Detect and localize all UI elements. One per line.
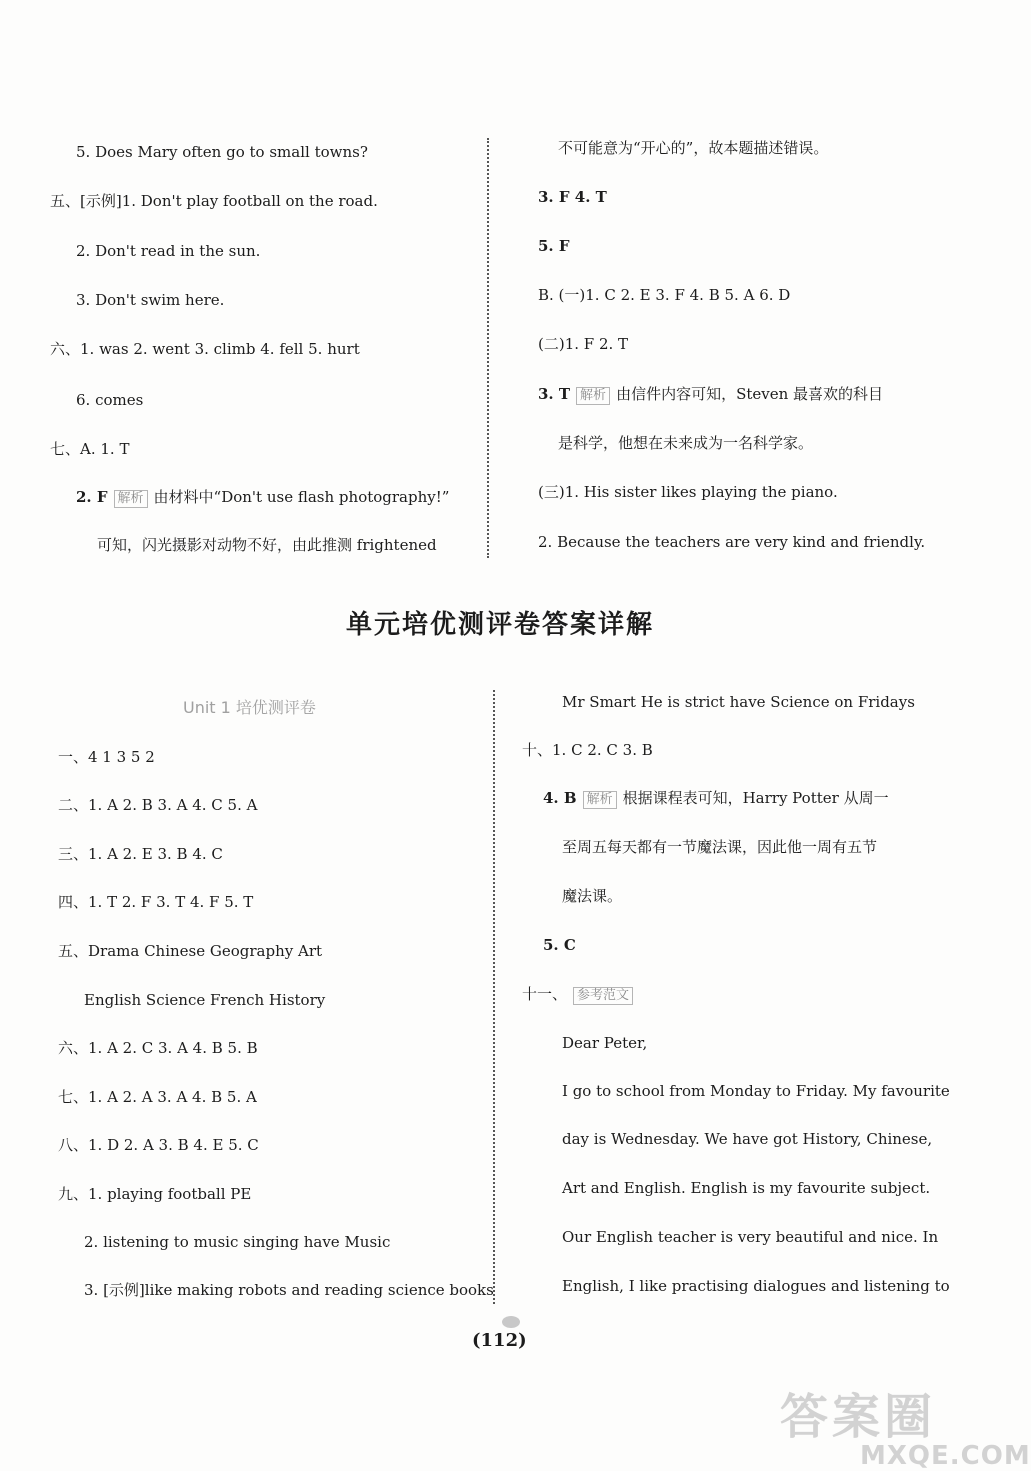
section-title: 单元培优测评卷答案详解 — [345, 610, 654, 640]
tl-line-3: 2. Don't read in the sun. — [76, 242, 261, 260]
bl-line-5: 五、Drama Chinese Geography Art — [58, 942, 323, 960]
bl-line-1: 一、4 1 3 5 2 — [58, 748, 155, 766]
tr-line-2: 3. F 4. T — [538, 188, 607, 206]
bl-line-11: 2. listening to music singing have Music — [84, 1233, 391, 1251]
tl-line-1: 5. Does Mary often go to small towns? — [76, 143, 368, 161]
watermark-logo-text: 答案圈 — [780, 1389, 937, 1445]
br-line-11: Art and English. English is my favourite subject. — [562, 1179, 931, 1197]
br-line-2: 十、1. C 2. C 3. B — [522, 741, 653, 759]
br-line-7 — [522, 984, 639, 1005]
tr-line-4: B. (一)1. C 2. E 3. F 4. B 5. A 6. D — [538, 286, 791, 304]
analysis-text: 根据课程表可知，Harry Potter 从周一 — [622, 789, 889, 807]
br-line-1: Mr Smart He is strict have Science on Fridays — [562, 693, 915, 711]
tl-line-7: 七、A. 1. T — [50, 440, 130, 458]
watermark-url: MXQE.COM — [860, 1441, 1031, 1471]
tr-line-3: 5. F — [538, 237, 570, 255]
column-divider-bottom — [493, 690, 495, 1304]
analysis-tag: 解析 — [583, 791, 617, 809]
bl-line-10: 九、1. playing football PE — [58, 1185, 252, 1203]
tr-line-1: 不可能意为“开心的”，故本题描述错误。 — [558, 139, 829, 157]
answer-label: 4. B — [543, 789, 577, 807]
bl-line-12: 3. [示例]like making robots and reading science books — [84, 1281, 494, 1299]
answer-label: 2. F — [76, 488, 108, 506]
tr-line-5: (二)1. F 2. T — [538, 335, 629, 353]
page-number: (112) — [472, 1330, 527, 1351]
bl-line-7: 六、1. A 2. C 3. A 4. B 5. B — [58, 1039, 258, 1057]
tl-line-8 — [76, 487, 449, 508]
analysis-tag: 解析 — [114, 490, 148, 508]
unit-heading: Unit 1 培优测评卷 — [183, 698, 316, 717]
column-divider-top — [487, 138, 489, 558]
tr-line-8: (三)1. His sister likes playing the piano. — [538, 483, 838, 501]
tr-line-9: 2. Because the teachers are very kind and friendly. — [538, 533, 926, 551]
br-line-3 — [543, 788, 889, 809]
br-line-9: I go to school from Monday to Friday. My favourite — [562, 1082, 950, 1100]
bl-line-2: 二、1. A 2. B 3. A 4. C 5. A — [58, 796, 258, 814]
br-line-13: English, I like practising dialogues and listening to — [562, 1277, 950, 1295]
analysis-text: 由材料中“Don't use flash photography!” — [153, 488, 450, 506]
analysis-text: 由信件内容可知，Steven 最喜欢的科目 — [616, 385, 884, 403]
br-line-5: 魔法课。 — [562, 887, 623, 905]
sample-essay-tag: 参考范文 — [573, 987, 633, 1005]
tl-line-6: 6. comes — [76, 391, 144, 409]
tr-line-7: 是科学，他想在未来成为一名科学家。 — [558, 434, 814, 452]
bl-line-4: 四、1. T 2. F 3. T 4. F 5. T — [58, 893, 254, 911]
br-line-4: 至周五每天都有一节魔法课，因此他一周有五节 — [562, 838, 878, 856]
br-line-12: Our English teacher is very beautiful and nice. In — [562, 1228, 939, 1246]
tl-line-2: 五、[示例]1. Don't play football on the road. — [50, 192, 378, 210]
question-number: 十一、 — [522, 985, 568, 1003]
br-line-8: Dear Peter, — [562, 1034, 648, 1052]
page-number-ornament — [502, 1316, 520, 1328]
bl-line-9: 八、1. D 2. A 3. B 4. E 5. C — [58, 1136, 259, 1154]
tl-line-5: 六、1. was 2. went 3. climb 4. fell 5. hurt — [50, 340, 360, 358]
bl-line-6: English Science French History — [84, 991, 326, 1009]
tl-line-9: 可知，闪光摄影对动物不好，由此推测 frightened — [97, 536, 437, 554]
analysis-tag: 解析 — [576, 387, 610, 405]
bl-line-8: 七、1. A 2. A 3. A 4. B 5. A — [58, 1088, 257, 1106]
watermark — [780, 1378, 1031, 1471]
br-line-6: 5. C — [543, 936, 576, 954]
tr-line-6 — [538, 384, 883, 405]
br-line-10: day is Wednesday. We have got History, Chinese, — [562, 1130, 933, 1148]
bl-line-3: 三、1. A 2. E 3. B 4. C — [58, 845, 223, 863]
answer-label: 3. T — [538, 385, 571, 403]
tl-line-4: 3. Don't swim here. — [76, 291, 225, 309]
